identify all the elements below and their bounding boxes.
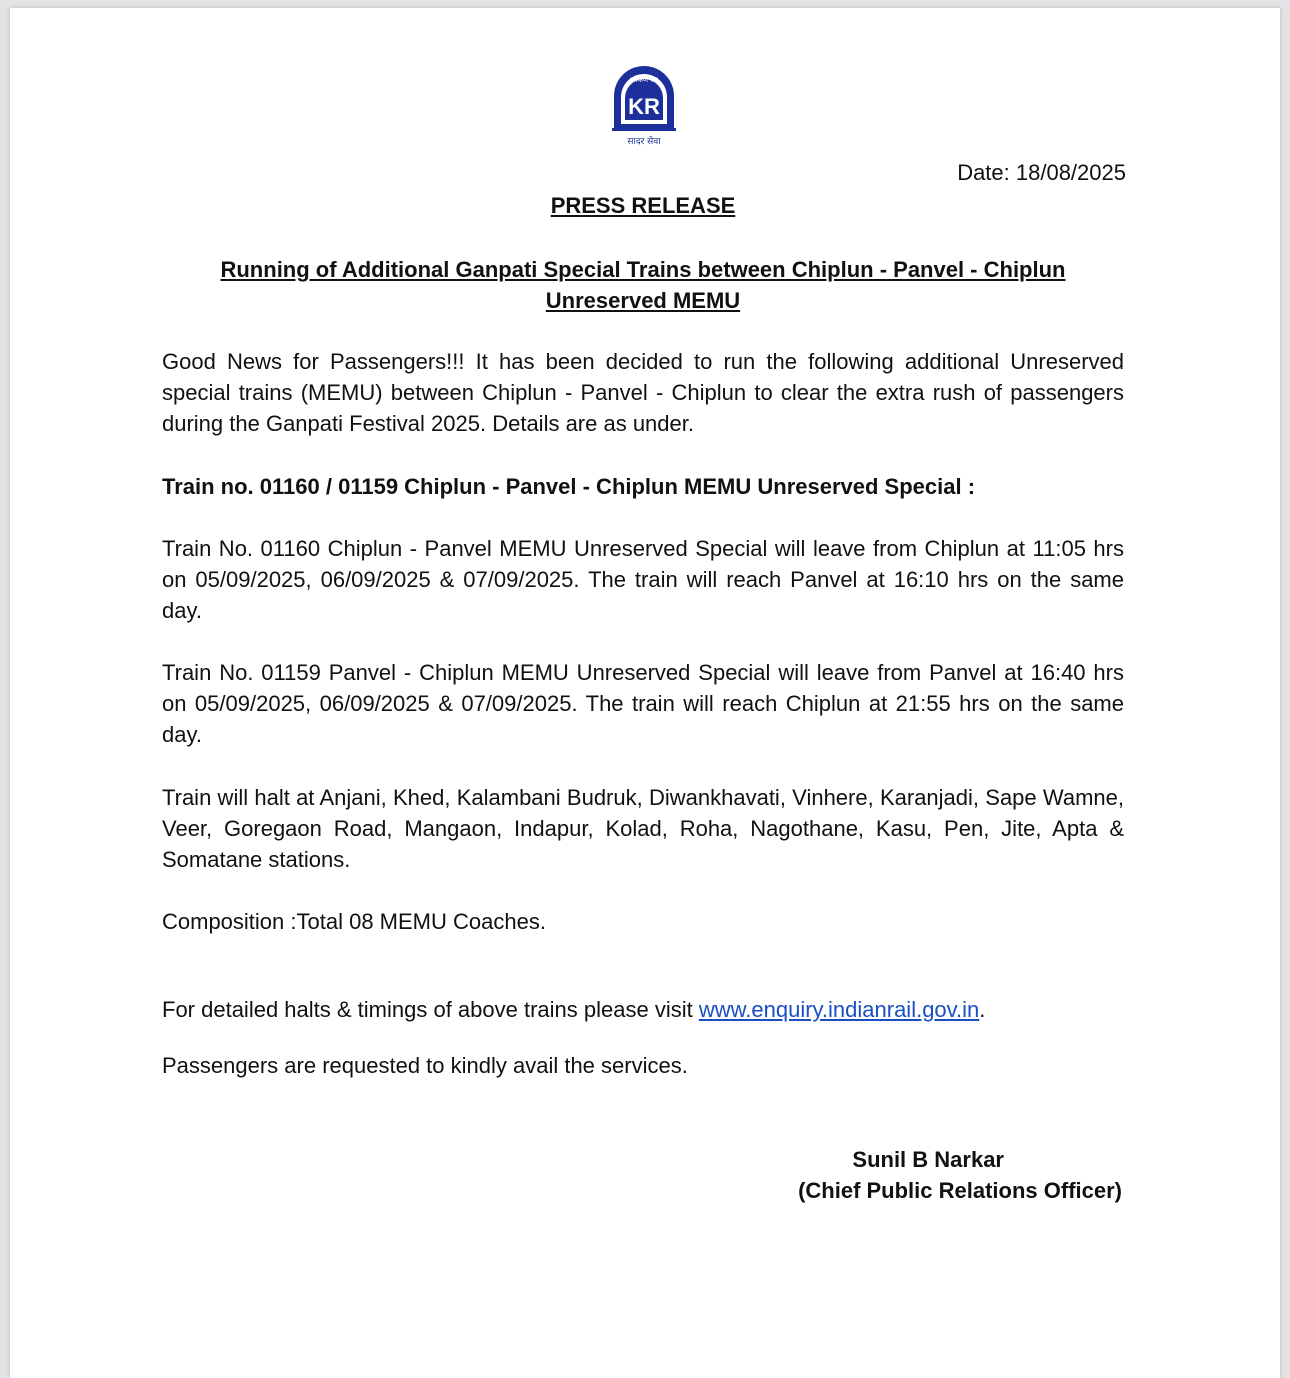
press-release-page (10, 8, 1280, 1378)
closing-line: Passengers are requested to kindly avail the services. (162, 1053, 688, 1078)
train-01160-paragraph: Train No. 01160 Chiplun - Panvel MEMU Unreserved Special will leave from Chiplun at 11:05 hrs on 05/09/2025, 06/09/2025 & 07/09/2025. The train will reach Panvel at 16:10 hrs on the same day. (162, 536, 1124, 623)
signatory-name: Sunil B Narkar (852, 1147, 1004, 1172)
details-line (162, 994, 1124, 1025)
release-date: Date: 18/08/2025 (957, 160, 1126, 185)
logo-top-text: कोंकण रेल (630, 76, 658, 84)
konkan-railway-logo (610, 62, 678, 148)
enquiry-link[interactable]: www.enquiry.indianrail.gov.in (698, 997, 980, 1022)
details-suffix: . (979, 997, 986, 1022)
signatory-designation: (Chief Public Relations Officer) (798, 1178, 1122, 1203)
halts-paragraph: Train will halt at Anjani, Khed, Kalambani Budruk, Diwankhavati, Vinhere, Karanjadi, Sape Wamne, Veer, Goregaon Road, Mangaon, Indapur, Kolad, Roha, Nagothane, Kasu, Pen, Jite, Apta & Somatane stations. (162, 785, 1124, 872)
intro-paragraph: Good News for Passengers!!! It has been decided to run the following additional Unreserved special trains (MEMU) between Chiplun - Panvel - Chiplun to clear the extra rush of passengers during the Ganpati Festival 2025. Details are as under. (162, 349, 1124, 436)
train-heading: Train no. 01160 / 01159 Chiplun - Panvel - Chiplun MEMU Unreserved Special : (162, 474, 976, 499)
logo-motto: सादर सेवा (627, 137, 661, 147)
logo-letters: KR (628, 94, 660, 119)
train-01159-paragraph: Train No. 01159 Panvel - Chiplun MEMU Unreserved Special will leave from Panvel at 16:40 hrs on 05/09/2025, 06/09/2025 & 07/09/2025. The train will reach Chiplun at 21:55 hrs on the same day. (162, 660, 1124, 747)
details-prefix: For detailed halts & timings of above trains please visit (162, 997, 699, 1022)
composition-line: Composition :Total 08 MEMU Coaches. (162, 909, 546, 934)
subject-heading: Running of Additional Ganpati Special Trains between Chiplun - Panvel - Chiplun Unreserved MEMU (220, 257, 1066, 313)
page-title: PRESS RELEASE (550, 193, 736, 218)
